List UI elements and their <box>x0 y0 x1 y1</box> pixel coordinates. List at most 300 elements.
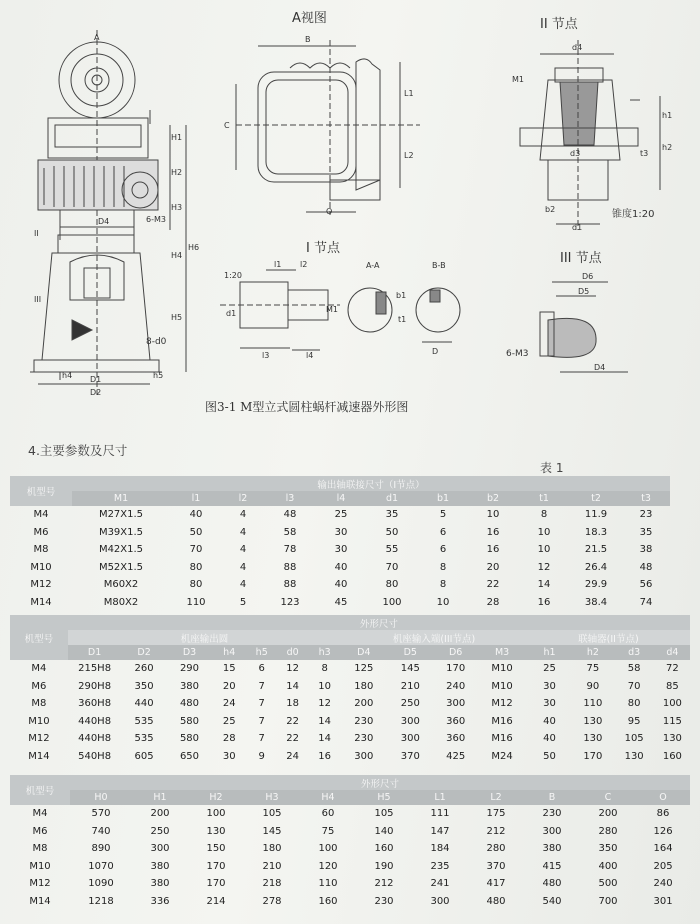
table-row <box>10 730 690 748</box>
table1-col: t1 <box>518 491 570 506</box>
value-cell: 1090 <box>88 878 114 890</box>
value-cell: 235 <box>430 860 450 872</box>
value-cell: 125 <box>354 663 374 675</box>
table-base-input-dims <box>10 615 690 765</box>
table3-col: L2 <box>468 790 524 805</box>
value-cell: 7 <box>258 680 265 692</box>
value-cell: 200 <box>354 698 374 710</box>
value-cell: 75 <box>321 825 335 837</box>
table3-col: O <box>636 790 690 805</box>
table-row <box>10 559 670 577</box>
value-cell: 8 <box>540 509 548 521</box>
value-cell: 440H8 <box>78 715 112 727</box>
table3-body <box>10 805 690 910</box>
value-cell: 100 <box>318 843 338 855</box>
model-cell: M14 <box>29 895 51 907</box>
value-cell: 80 <box>189 561 203 573</box>
value-cell: 570 <box>91 808 111 820</box>
table2-col: h5 <box>246 645 277 660</box>
value-cell: 200 <box>598 808 618 820</box>
value-cell: 425 <box>446 750 466 762</box>
label-l3: l3 <box>262 351 270 360</box>
value-cell: 160 <box>374 843 394 855</box>
value-cell: 100 <box>206 808 226 820</box>
label-D2: D2 <box>90 388 102 395</box>
value-cell: 88 <box>283 579 297 591</box>
value-cell: 110 <box>318 878 338 890</box>
table-outline-dims <box>10 775 690 910</box>
model-cell: M10 <box>29 860 51 872</box>
value-cell: 4 <box>239 526 247 538</box>
value-cell: 18 <box>286 698 300 710</box>
model-cell: M6 <box>33 526 49 538</box>
table1-col: l2 <box>222 491 264 506</box>
table1-col: M1 <box>72 491 170 506</box>
label-b2: b2 <box>545 205 556 214</box>
value-cell: 75 <box>586 663 600 675</box>
table1-model-header: 机型号 <box>10 476 72 506</box>
value-cell: 30 <box>334 526 348 538</box>
table-row <box>10 524 670 542</box>
value-cell: 74 <box>639 596 653 608</box>
value-cell: M39X1.5 <box>98 526 144 538</box>
value-cell: 380 <box>179 680 200 692</box>
value-cell: 170 <box>446 663 466 675</box>
value-cell: 160 <box>318 895 338 907</box>
value-cell: 700 <box>598 895 618 907</box>
node-ii-view <box>520 40 660 230</box>
value-cell: 58 <box>283 526 297 538</box>
value-cell: 250 <box>150 825 170 837</box>
model-cell: M8 <box>32 843 48 855</box>
table1-group-header: 输出轴联接尺寸（I节点） <box>72 476 670 491</box>
model-cell: M14 <box>30 596 52 608</box>
value-cell: 25 <box>543 663 556 675</box>
label-node-iii-title: III 节点 <box>560 251 602 266</box>
value-cell: 21.5 <box>584 544 608 556</box>
table2-col: D1 <box>68 645 122 660</box>
value-cell: 50 <box>543 750 556 762</box>
value-cell: 740 <box>91 825 111 837</box>
value-cell: 170 <box>206 878 226 890</box>
value-cell: 130 <box>206 825 226 837</box>
label-node-i-title: I 节点 <box>306 241 340 256</box>
label-h4: h4 <box>62 371 73 380</box>
value-cell: 16 <box>486 526 500 538</box>
value-cell: 14 <box>286 680 300 692</box>
value-cell: M24 <box>491 750 513 762</box>
value-cell: 605 <box>134 750 154 762</box>
table3-col: B <box>524 790 580 805</box>
label-AA: A-A <box>366 261 380 270</box>
model-cell: M10 <box>30 561 52 573</box>
table2-col: h4 <box>212 645 246 660</box>
value-cell: 45 <box>334 596 348 608</box>
model-cell: M4 <box>33 509 49 521</box>
value-cell: 7 <box>258 715 265 727</box>
label-b1: b1 <box>396 291 407 300</box>
section-title: 4.主要参数及尺寸 <box>28 443 128 458</box>
value-cell: 28 <box>486 596 500 608</box>
value-cell: 90 <box>586 680 600 692</box>
value-cell: 380 <box>542 843 562 855</box>
value-cell: 58 <box>627 663 641 675</box>
value-cell: 215H8 <box>78 663 112 675</box>
value-cell: 230 <box>354 715 374 727</box>
value-cell: 38.4 <box>584 596 608 608</box>
value-cell: 250 <box>400 698 420 710</box>
value-cell: 370 <box>400 750 420 762</box>
value-cell: 16 <box>537 596 551 608</box>
value-cell: 300 <box>542 825 562 837</box>
value-cell: 130 <box>662 733 682 745</box>
value-cell: 8 <box>321 663 328 675</box>
table2-col: M3 <box>477 645 527 660</box>
value-cell: 14 <box>318 715 332 727</box>
value-cell: 500 <box>598 878 618 890</box>
value-cell: 8 <box>439 561 447 573</box>
value-cell: 50 <box>385 526 399 538</box>
value-cell: 290H8 <box>78 680 112 692</box>
label-O: O <box>326 207 333 216</box>
model-cell: M4 <box>31 663 47 675</box>
value-cell: 70 <box>189 544 203 556</box>
value-cell: 180 <box>354 680 374 692</box>
table3-col: H1 <box>132 790 188 805</box>
value-cell: 88 <box>283 561 297 573</box>
value-cell: 115 <box>662 715 682 727</box>
value-cell: 140 <box>374 825 394 837</box>
value-cell: 212 <box>486 825 506 837</box>
table3-col: H4 <box>300 790 356 805</box>
label-D6: D6 <box>582 272 594 281</box>
value-cell: 210 <box>400 680 420 692</box>
model-cell: M10 <box>28 715 50 727</box>
table1-col: b2 <box>468 491 518 506</box>
value-cell: 48 <box>639 561 653 573</box>
value-cell: 40 <box>189 509 203 521</box>
table-row <box>10 576 670 594</box>
label-h1: h1 <box>662 111 673 120</box>
value-cell: 540 <box>542 895 562 907</box>
value-cell: 890 <box>91 843 111 855</box>
table-row <box>10 594 670 612</box>
value-cell: 10 <box>537 544 551 556</box>
label-d3: d3 <box>570 149 581 158</box>
table-row <box>10 823 690 841</box>
table2-col: D4 <box>341 645 386 660</box>
value-cell: 535 <box>134 733 154 745</box>
value-cell: M10 <box>491 680 513 692</box>
table1-col: d1 <box>366 491 418 506</box>
label-H2: H2 <box>171 168 183 177</box>
label-H3: H3 <box>171 203 183 212</box>
value-cell: 300 <box>354 750 374 762</box>
value-cell: 440H8 <box>78 733 112 745</box>
table1-body <box>10 506 670 611</box>
value-cell: 25 <box>334 509 348 521</box>
label-h2: h2 <box>662 143 673 152</box>
value-cell: 120 <box>318 860 338 872</box>
value-cell: 480 <box>542 878 562 890</box>
value-cell: 360 <box>446 733 466 745</box>
label-H6: H6 <box>188 243 200 252</box>
table-number: 表 1 <box>540 461 564 475</box>
value-cell: 105 <box>262 808 282 820</box>
a-view <box>236 40 420 215</box>
table2-col: D3 <box>167 645 212 660</box>
value-cell: 214 <box>206 895 226 907</box>
value-cell: 145 <box>262 825 282 837</box>
label-D4: D4 <box>98 217 110 226</box>
label-node-ii-title: II 节点 <box>540 17 578 32</box>
label-h5: h5 <box>153 371 164 380</box>
value-cell: 14 <box>318 733 332 745</box>
value-cell: 480 <box>486 895 506 907</box>
value-cell: 30 <box>543 698 556 710</box>
value-cell: 95 <box>627 715 641 727</box>
value-cell: 78 <box>283 544 297 556</box>
value-cell: 8 <box>439 579 447 591</box>
value-cell: 38 <box>639 544 653 556</box>
value-cell: 240 <box>653 878 673 890</box>
table3-col-headers <box>10 790 690 805</box>
value-cell: 180 <box>262 843 282 855</box>
value-cell: 110 <box>583 698 603 710</box>
value-cell: 210 <box>262 860 282 872</box>
table-row <box>10 713 690 731</box>
figure-caption: 图3-1 M型立式圆柱蜗杆减速器外形图 <box>205 400 409 414</box>
value-cell: 10 <box>318 680 332 692</box>
value-cell: M80X2 <box>103 596 139 608</box>
value-cell: 170 <box>206 860 226 872</box>
value-cell: 28 <box>222 733 236 745</box>
value-cell: M12 <box>491 698 513 710</box>
value-cell: 35 <box>385 509 399 521</box>
value-cell: 24 <box>286 750 300 762</box>
value-cell: 50 <box>189 526 203 538</box>
value-cell: 22 <box>286 715 300 727</box>
value-cell: 190 <box>374 860 394 872</box>
value-cell: 70 <box>385 561 399 573</box>
value-cell: 301 <box>653 895 673 907</box>
label-d4: d4 <box>572 43 583 52</box>
table3-col: H5 <box>356 790 412 805</box>
value-cell: 6 <box>439 526 447 538</box>
table-row <box>10 805 690 823</box>
value-cell: 290 <box>179 663 200 675</box>
label-t3: t3 <box>640 149 649 158</box>
table2-group-base: 机座输出圆 <box>68 630 341 645</box>
value-cell: 5 <box>439 509 447 521</box>
value-cell: 336 <box>150 895 170 907</box>
value-cell: 23 <box>639 509 653 521</box>
value-cell: 230 <box>542 808 562 820</box>
value-cell: 1218 <box>88 895 114 907</box>
value-cell: 4 <box>239 579 247 591</box>
label-d1: d1 <box>226 309 237 318</box>
table2-col: D5 <box>387 645 434 660</box>
value-cell: 540H8 <box>78 750 112 762</box>
table2-col: d3 <box>614 645 655 660</box>
value-cell: 12 <box>286 663 300 675</box>
value-cell: 535 <box>134 715 154 727</box>
value-cell: 86 <box>656 808 670 820</box>
value-cell: 4 <box>239 509 247 521</box>
table2-group-shaft: 联轴器(II节点) <box>527 630 690 645</box>
table-row <box>10 748 690 766</box>
table1-col: t3 <box>622 491 670 506</box>
table2-body <box>10 660 690 765</box>
value-cell: 130 <box>624 750 644 762</box>
value-cell: 7 <box>258 733 265 745</box>
value-cell: 60 <box>321 808 335 820</box>
value-cell: 80 <box>627 698 641 710</box>
table3-model-header: 机型号 <box>10 775 70 805</box>
value-cell: 130 <box>583 715 603 727</box>
table2-col: d0 <box>277 645 308 660</box>
label-taper: 锥度1:20 <box>612 209 655 220</box>
value-cell: 30 <box>334 544 348 556</box>
value-cell: 111 <box>430 808 450 820</box>
value-cell: 580 <box>179 715 200 727</box>
table1-col: b1 <box>418 491 468 506</box>
label-D: D <box>432 347 439 356</box>
label-M1: M1 <box>512 75 524 84</box>
value-cell: M16 <box>491 715 513 727</box>
value-cell: 145 <box>400 663 420 675</box>
value-cell: M27X1.5 <box>98 509 144 521</box>
value-cell: 300 <box>400 715 420 727</box>
value-cell: 184 <box>430 843 450 855</box>
value-cell: 6 <box>258 663 265 675</box>
label-D4-node3: D4 <box>594 363 606 372</box>
label-BB: B-B <box>432 261 446 270</box>
value-cell: 48 <box>283 509 297 521</box>
label-H5: H5 <box>171 313 183 322</box>
value-cell: 22 <box>286 733 300 745</box>
table2-col: h3 <box>308 645 341 660</box>
table3-col: H0 <box>70 790 132 805</box>
table1-col: l4 <box>316 491 366 506</box>
value-cell: 25 <box>222 715 236 727</box>
value-cell: 300 <box>430 895 450 907</box>
table2-model-header: 机型号 <box>10 615 68 660</box>
value-cell: 415 <box>542 860 562 872</box>
value-cell: 10 <box>436 596 450 608</box>
table-row <box>10 541 670 559</box>
value-cell: 440 <box>134 698 154 710</box>
table2-col: d4 <box>655 645 690 660</box>
value-cell: 110 <box>186 596 206 608</box>
value-cell: 10 <box>486 509 500 521</box>
value-cell: M60X2 <box>103 579 139 591</box>
value-cell: 30 <box>222 750 236 762</box>
value-cell: 40 <box>334 561 348 573</box>
value-cell: 100 <box>662 698 682 710</box>
label-M3-node3: 6-M3 <box>506 349 529 359</box>
value-cell: 360H8 <box>78 698 112 710</box>
label-d1-node2: d1 <box>572 223 583 232</box>
value-cell: 105 <box>624 733 644 745</box>
value-cell: 14 <box>537 579 551 591</box>
label-D5: D5 <box>578 287 590 296</box>
value-cell: 22 <box>486 579 500 591</box>
value-cell: 16 <box>486 544 500 556</box>
table1-col: l1 <box>170 491 222 506</box>
value-cell: 9 <box>258 750 265 762</box>
label-L2: L2 <box>404 151 414 160</box>
value-cell: 230 <box>374 895 394 907</box>
table-output-shaft <box>10 476 670 611</box>
value-cell: 4 <box>239 544 247 556</box>
value-cell: 417 <box>486 878 506 890</box>
model-cell: M12 <box>29 878 51 890</box>
value-cell: 205 <box>653 860 673 872</box>
value-cell: 40 <box>334 579 348 591</box>
value-cell: 30 <box>543 680 556 692</box>
label-l2: l2 <box>300 260 308 269</box>
label-slope: 1:20 <box>224 271 242 280</box>
table3-col: H3 <box>244 790 300 805</box>
value-cell: M16 <box>491 733 513 745</box>
label-l1: l1 <box>274 260 282 269</box>
value-cell: 241 <box>430 878 450 890</box>
label-view-a-title: A视图 <box>292 11 327 26</box>
value-cell: 85 <box>666 680 679 692</box>
value-cell: 650 <box>179 750 200 762</box>
value-cell: 80 <box>385 579 399 591</box>
label-A: A <box>94 33 100 42</box>
value-cell: 280 <box>598 825 618 837</box>
table-row <box>10 660 690 678</box>
value-cell: 12 <box>318 698 332 710</box>
model-cell: M14 <box>28 750 50 762</box>
value-cell: 370 <box>486 860 506 872</box>
value-cell: 16 <box>318 750 332 762</box>
table-row <box>10 858 690 876</box>
model-cell: M4 <box>32 808 48 820</box>
table-row <box>10 678 690 696</box>
value-cell: 55 <box>385 544 399 556</box>
label-B: B <box>305 35 311 44</box>
label-M1-node1: M1 <box>326 305 338 314</box>
label-l4: l4 <box>306 351 314 360</box>
value-cell: 11.9 <box>584 509 608 521</box>
value-cell: 580 <box>179 733 200 745</box>
value-cell: 26.4 <box>584 561 608 573</box>
value-cell: 7 <box>258 698 265 710</box>
value-cell: 300 <box>446 698 466 710</box>
value-cell: 170 <box>583 750 603 762</box>
value-cell: 70 <box>627 680 641 692</box>
value-cell: 80 <box>189 579 203 591</box>
value-cell: 10 <box>537 526 551 538</box>
value-cell: 380 <box>150 878 170 890</box>
value-cell: 40 <box>543 715 556 727</box>
label-II: II <box>34 229 39 238</box>
table2-col: h1 <box>527 645 572 660</box>
value-cell: 300 <box>150 843 170 855</box>
value-cell: 260 <box>134 663 154 675</box>
model-cell: M6 <box>31 680 47 692</box>
value-cell: 280 <box>486 843 506 855</box>
node-i-view <box>220 270 460 350</box>
value-cell: 20 <box>222 680 236 692</box>
value-cell: M42X1.5 <box>98 544 144 556</box>
value-cell: M10 <box>491 663 513 675</box>
table3-col: L1 <box>412 790 468 805</box>
